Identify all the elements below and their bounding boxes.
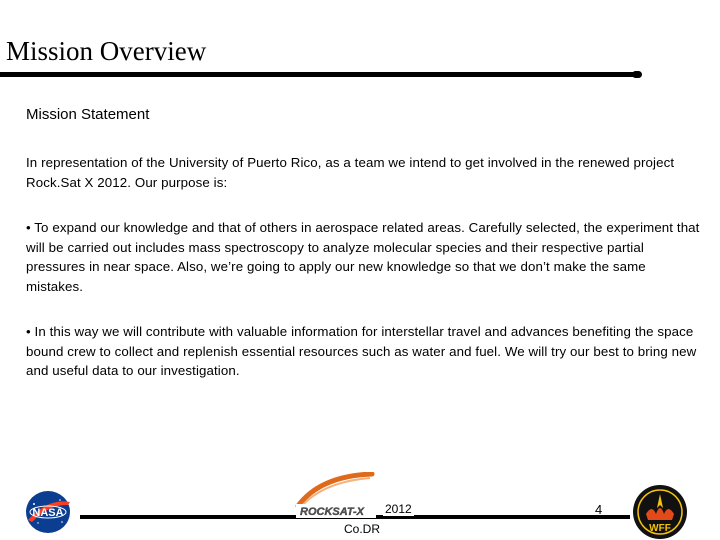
nasa-logo-icon [24, 490, 72, 534]
title-underline [0, 72, 636, 77]
svg-text:ROCKSAT-X: ROCKSAT-X [300, 506, 364, 518]
page-number: 4 [595, 502, 603, 517]
bullet-paragraph-2: • In this way we will contribute with valuable information for interstellar travel and advances benefiting the space bound crew to collect and replenish essential resources such as water and fuel. We will try our best to bring new and useful data to our investigation. [26, 324, 697, 378]
svg-text:WFF: WFF [649, 523, 671, 534]
intro-paragraph: In representation of the University of Puerto Rico, as a team we intend to get involved in the renewed project Rock.Sat X 2012. Our purpose is: [26, 155, 675, 190]
section-heading: Mission Statement [26, 106, 150, 123]
svg-text:NASA: NASA [32, 507, 64, 519]
wff-logo-icon [632, 484, 688, 540]
title-underline-tip [632, 71, 642, 78]
slide-title: Mission Overview [6, 36, 207, 66]
bullet-paragraph-1: • To expand our knowledge and that of others in aerospace related areas. Carefully selected, the experiment that will be carried out includes mass spectroscopy to analyze molecular species and their respective partial pressures in near space. Also, we’re going to apply our new knowledge so that we don’t make the same mistakes. [26, 220, 700, 294]
footer-subtitle: Co.DR [344, 522, 381, 536]
rocksat-x-logo-icon [290, 472, 380, 520]
footer-year: 2012 [385, 502, 412, 516]
